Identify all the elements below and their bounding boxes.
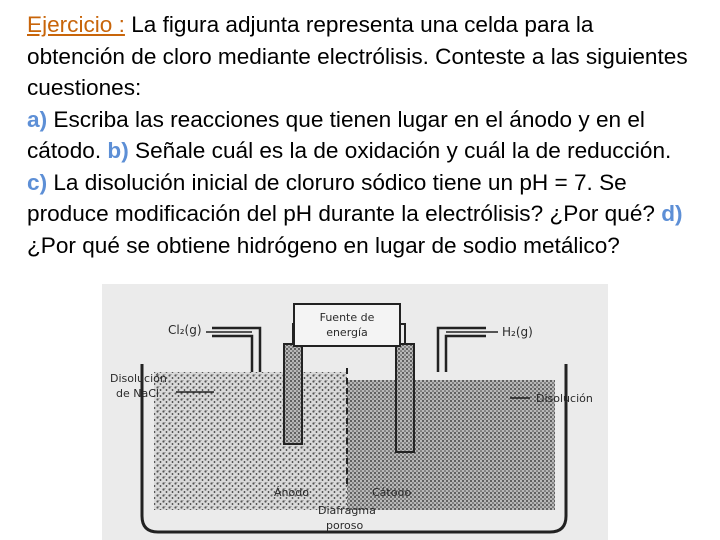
diaphragm-label-2: poroso (326, 519, 364, 532)
question-c-text: La disolución inicial de cloruro sódico tiene un pH = 7. Se produce modificación del pH durante la electrólisis? ¿Por qué? (27, 169, 662, 226)
cl2-label: Cl₂(g) (168, 323, 202, 337)
exercise-intro: La figura adjunta representa una celda para la obtención de cloro mediante electrólisis. Conteste a las siguientes cuestiones: (27, 12, 688, 100)
nacl-label-2: de NaCl (116, 387, 159, 400)
solution-label: Disolución (536, 392, 593, 405)
anode-wire (293, 324, 294, 344)
cathode-label: Cátodo (372, 486, 412, 499)
question-a-text: Escriba las reacciones que tienen lugar en el ánodo y en el cátodo. (27, 106, 645, 163)
question-a-label: a) (27, 106, 48, 132)
question-c-label: c) (27, 169, 48, 195)
anode-label: Ánodo (274, 486, 309, 499)
power-label-1: Fuente de (319, 311, 375, 324)
electrolysis-cell-figure (102, 284, 608, 540)
exercise-heading: Ejercicio : (27, 12, 125, 37)
exercise-text (27, 9, 695, 261)
h2-label: H₂(g) (502, 325, 533, 339)
question-d-label: d) (661, 201, 683, 226)
question-d-text: ¿Por qué se obtiene hidrógeno en lugar de sodio metálico? (27, 232, 620, 258)
question-b-text: Señale cuál es la de oxidación y cuál la de reducción. (128, 138, 672, 163)
nacl-label-1: Disolución (110, 372, 167, 385)
anode-electrode (284, 344, 302, 444)
cathode-electrode (396, 344, 414, 452)
diaphragm-label-1: Diafragma (318, 504, 376, 517)
power-label-2: energía (326, 326, 368, 339)
question-b-label: b) (107, 138, 129, 163)
